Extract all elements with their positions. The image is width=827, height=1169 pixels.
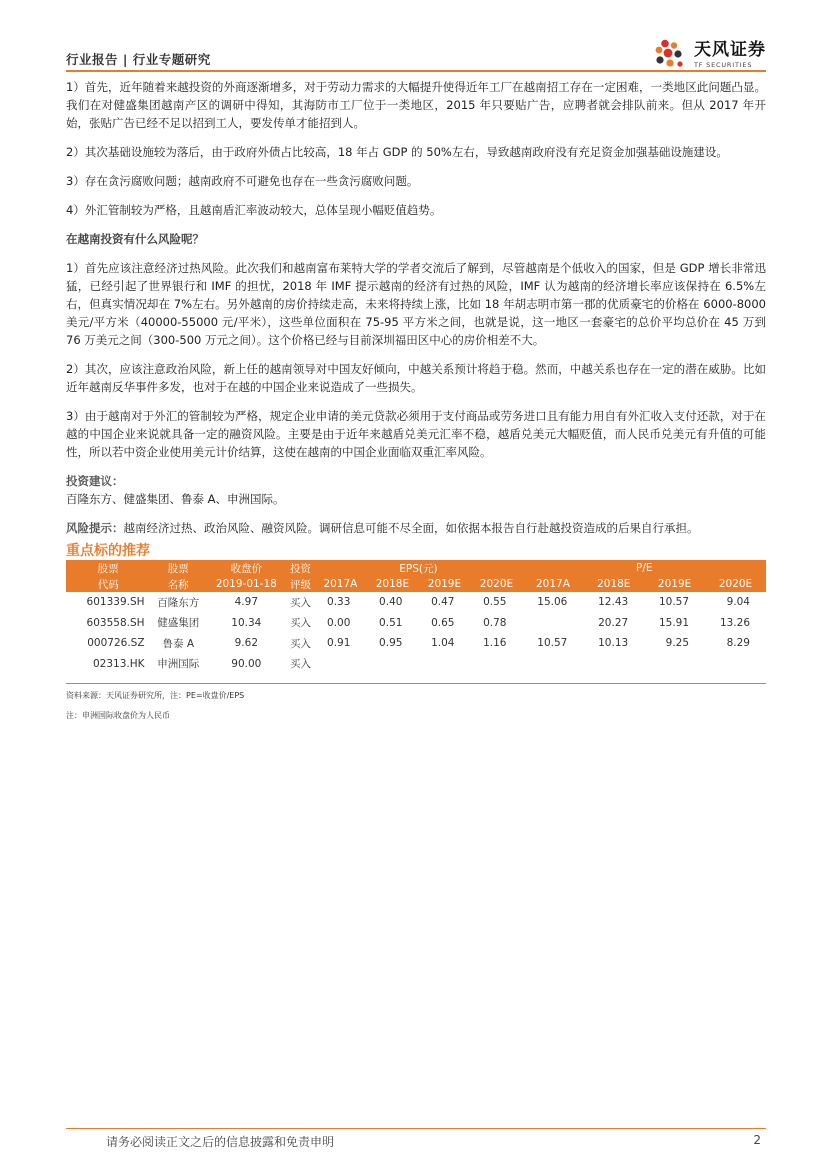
report-type-label: 行业报告 | 行业专题研究	[66, 52, 211, 67]
header-cell: 2018E	[583, 576, 644, 592]
body-text	[66, 78, 766, 548]
table-header-row	[66, 576, 766, 592]
table-cell: 买入	[290, 596, 311, 609]
table-footnote: 注：申洲国际收盘价为人民币	[66, 711, 170, 720]
table-cell	[705, 654, 766, 675]
table-cell	[366, 654, 418, 675]
table-cell	[644, 654, 705, 675]
table-cell: 4.97	[234, 596, 259, 609]
header-cell: 2017A	[314, 576, 366, 592]
table-cell: 买入	[290, 637, 311, 650]
header-cell: 2020E	[470, 576, 522, 592]
table-cell: 1.04	[431, 637, 455, 650]
table-row	[66, 633, 766, 654]
advice-label: 投资建议：	[66, 474, 124, 488]
header-cell: 名称	[151, 576, 206, 592]
advice-text: 百隆东方、健盛集团、鲁泰 A、申洲国际。	[66, 492, 285, 506]
table-cell: 1.16	[483, 637, 507, 650]
table-cell: 0.40	[379, 596, 403, 609]
risk-paragraph: 2）其次，应该注意政治风险，新上任的越南领导对中国友好倾向，中越关系预计将趋于稳。然而，中越关系也存在一定的潜在威胁。比如近年越南反华事件多发，也对于在越的中国企业来说造成了一些损失。	[66, 362, 766, 394]
risk-question-heading: 在越南投资有什么风险呢？	[66, 232, 204, 246]
table-cell	[314, 654, 366, 675]
page-number: 2	[753, 1133, 761, 1147]
brand-name: 天风证券	[694, 39, 766, 60]
header-cell: 股票	[151, 560, 206, 576]
table-cell: 0.00	[327, 616, 351, 629]
table-cell: 买入	[290, 617, 311, 630]
table-header-row	[66, 560, 766, 576]
header-cell: 收盘价	[206, 560, 287, 576]
risk-warning	[66, 519, 766, 537]
table-bottom-rule	[66, 683, 766, 684]
table-row	[66, 592, 766, 613]
header-cell: 2017A	[523, 576, 584, 592]
risk-warning-text: 越南经济过热、政治风险、融资风险。调研信息可能不尽全面，如依据本报告自行赴越投资造成的后果自行承担。	[123, 521, 699, 535]
paragraph: 4）外汇管制较为严格，且越南盾汇率波动较大，总体呈现小幅贬值趋势。	[66, 203, 442, 217]
table-cell	[523, 613, 584, 634]
table-cell: 0.47	[431, 596, 455, 609]
table-cell	[523, 654, 584, 675]
paragraph: 2）其次基础设施较为落后，由于政府外债占比较高，18 年占 GDP 的 50%左右，导致越南政府没有充足资金加强基础设施建设。	[66, 145, 728, 159]
table-cell	[470, 654, 522, 675]
disclaimer-text: 请务必阅读正文之后的信息披露和免责申明	[106, 1135, 335, 1149]
risk-warning-label: 风险提示：	[66, 521, 124, 535]
table-cell: 买入	[290, 658, 311, 671]
table-cell: 0.55	[483, 596, 507, 609]
table-cell: 0.91	[327, 637, 351, 650]
brand	[654, 38, 766, 72]
header-cell: 股票	[66, 560, 151, 576]
tf-logo-icon	[654, 39, 688, 71]
table-cell: 申洲国际	[157, 658, 200, 671]
table-cell: 8.29	[726, 637, 750, 650]
table-cell: 10.34	[231, 616, 262, 629]
investment-advice	[66, 472, 766, 508]
footer-divider	[66, 1128, 766, 1129]
table-cell: 0.95	[379, 637, 403, 650]
table-cell: 02313.HK	[93, 657, 145, 670]
risk-paragraph: 3）由于越南对于外汇的管制较为严格，规定企业申请的美元贷款必须用于支付商品或劳务进口且有能力用自有外汇收入支付还款，对于在越的中国企业来说就具备一定的融资风险。主要是由于近年来越盾兑美元汇率不稳，越盾兑美元大幅贬值，而人民币兑美元有升值的可能性，所以若中资企业使用美元计价结算，这使在越南的中国企业面临双重汇率风险。	[66, 409, 766, 459]
table-cell: 601339.SH	[86, 596, 145, 609]
table-cell: 90.00	[231, 657, 262, 670]
table-cell: 20.27	[598, 616, 629, 629]
risk-paragraph: 1）首先应该注意经济过热风险。此次我们和越南富布莱特大学的学者交流后了解到，尽管越南是个低收入的国家，但是 GDP 增长非常迅猛，已经引起了世界银行和 IMF 的担忧，2018 年 IMF 提示越南的经济有过热的风险，IMF 认为越南的经济增长率应该保持在 6.5%左右，但真实情况却在 7%左右。另外越南的房价持续走高，未来将持续上涨，比如 18 年胡志明市第一郡的优质豪宅的价格在 6000-8000 美元/平方米（40000-55000 元/平米），这些单位面积在 75-95 平方米之间，也就是说，这一地区一套豪宅的总价平均总价在 45 万到 76 万美元之间（300-500 万元之间）。这个价格已经与目前深圳福田区中心的房价相差不大。	[66, 261, 766, 347]
header-cell: 2019-01-18	[206, 576, 287, 592]
table-cell	[583, 654, 644, 675]
header-cell-eps: EPS(元)	[314, 560, 522, 576]
table-cell: 0.33	[327, 596, 351, 609]
header-cell-pe: P/E	[523, 560, 767, 576]
header-cell: 2019E	[644, 576, 705, 592]
table-title: 重点标的推荐	[66, 543, 150, 559]
table-cell: 9.25	[665, 637, 690, 650]
table-cell: 10.57	[537, 637, 568, 650]
header-cell: 投资	[287, 560, 315, 576]
header-divider	[66, 70, 766, 72]
table-cell: 15.06	[537, 596, 568, 609]
table-cell: 健盛集团	[157, 617, 200, 630]
table-source-note: 资料来源：天风证券研究所，注：PE=收盘价/EPS	[66, 691, 245, 700]
header-cell: 2020E	[705, 576, 766, 592]
paragraph: 1）首先，近年随着来越投资的外商逐渐增多，对于劳动力需求的大幅提升使得近年工厂在越南招工存在一定困难，一类地区此问题凸显。我们在对健盛集团越南产区的调研中得知，其海防市工厂位于一类地区，2015 年只要贴广告，应聘者就会排队前来。但从 2017 年开始，张贴广告已经不足以招到工人，要发传单才能招到人。	[66, 80, 766, 130]
table-cell: 百隆东方	[157, 596, 200, 609]
table-cell: 000726.SZ	[87, 637, 145, 650]
table-cell: 0.51	[379, 616, 403, 629]
header-cell: 2018E	[366, 576, 418, 592]
header-cell: 代码	[66, 576, 151, 592]
table-row	[66, 654, 766, 675]
table-cell: 鲁泰 A	[162, 637, 195, 650]
table-cell: 10.57	[658, 596, 690, 609]
paragraph: 3）存在贪污腐败问题；越南政府不可避免也存在一些贪污腐败问题。	[66, 174, 419, 188]
table-cell	[418, 654, 470, 675]
brand-name-en: TF SECURITIES	[694, 60, 753, 69]
table-cell: 13.26	[719, 616, 750, 629]
table-cell: 9.62	[234, 637, 259, 650]
recommended-stocks-table	[66, 560, 766, 674]
table-cell: 15.91	[658, 616, 690, 629]
table-cell: 9.04	[726, 596, 750, 609]
table-cell: 0.78	[483, 616, 507, 629]
page-header	[66, 38, 766, 70]
table-cell: 10.13	[598, 637, 629, 650]
header-cell: 评级	[287, 576, 315, 592]
table-cell: 12.43	[598, 596, 629, 609]
table-cell: 603558.SH	[86, 616, 145, 629]
header-cell: 2019E	[418, 576, 470, 592]
table-row	[66, 613, 766, 634]
table-cell: 0.65	[431, 616, 455, 629]
